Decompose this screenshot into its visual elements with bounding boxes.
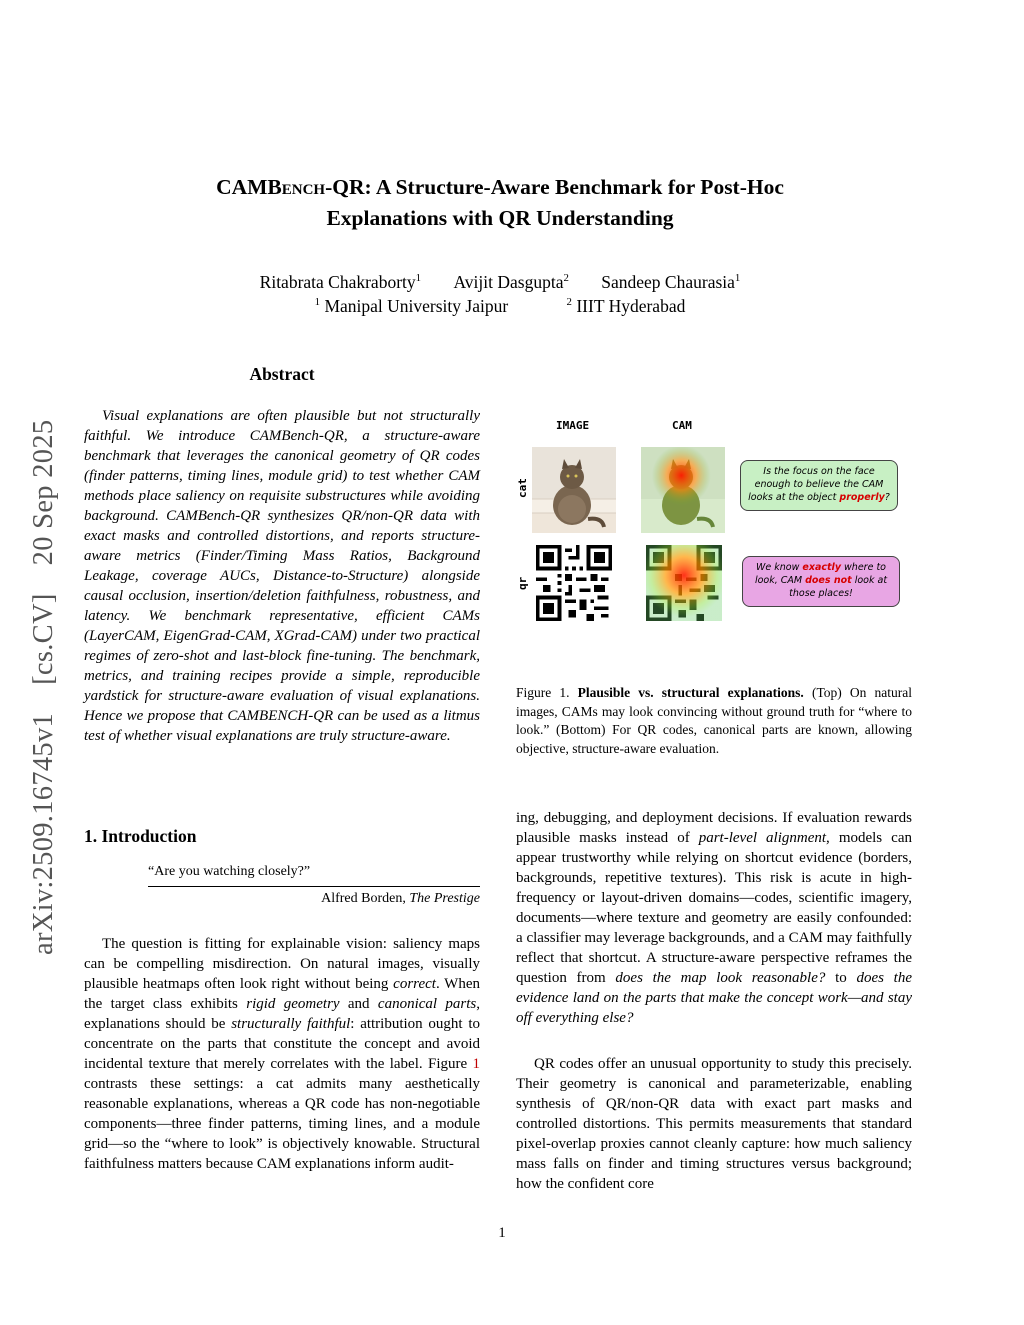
authors-block [100,270,900,318]
qr-image [536,545,612,621]
arxiv-category: [cs.CV] [28,593,59,685]
arxiv-id: arXiv:2509.16745v1 [28,712,59,955]
epigraph-rule [148,886,480,887]
epigraph-attribution: Alfred Borden, The Prestige [321,891,480,906]
figure-col-cam-label: CAM [672,419,692,432]
figure-bubble-qr: We know exactly where to look, CAM does not look at those places! [742,556,900,607]
cat-image [532,447,616,533]
title-prefix: CAMB [216,175,282,199]
figure-col-image-label: IMAGE [556,419,590,432]
figure-row-qr-label: qr [516,576,529,590]
affiliation-1: $^1$ Manipal University Jaipur [314,296,509,316]
intro-paragraph-3: QR codes offer an unusual opportunity to study this precisely. Their geometry is canonical and parameterizable, enabling synthesis of QR/non-QR data with exact part masks and controlled distortions. This permits measurements that standard pixel-overlap proxies cannot cleanly capture: how much saliency mass falls on finder and timing structures versus background; how the confident core [516,1056,912,1192]
cat-cam-image [641,447,725,533]
affiliation-2: $^2$ IIIT Hyderabad [566,296,686,316]
epigraph-quote: “Are you watching closely?” [148,864,311,879]
figure-bubble-cat: Is the focus on the face enough to believe the CAM looks at the object properly? [740,460,898,511]
affiliation-list [100,294,900,318]
author-list [100,270,900,294]
title-smallcaps: ench [281,175,326,199]
abstract-text: Visual explanations are often plausible but not structurally faithful. We introduce CAMBench-QR, a structure-aware benchmark that leverages the canonical geometry of QR codes (finder patterns, timing lines, module grid) to test whether CAM methods place saliency on requisite substructures while avoiding background. CAMBench-QR synthesizes QR/non-QR data with exact masks and controlled distortions, and reports structure-aware metrics (Finder/Timing Mass Ratios, Background Leakage, coverage AUCs, Distance-to-Structure) alongside causal occlusion, insertion/deletion faithfulness, robustness, and latency. We benchmark representative, efficient CAMs (LayerCAM, EigenGrad-CAM, XGrad-CAM) under two practical regimes of zero-shot and last-block fine-tuning. The benchmark, metrics, and training recipes provide a simple, reproducible yardstick for structure-aware evaluation of visual explanations. Hence we propose that CAMBENCH-QR can be used as a litmus test of whether visual explanations are truly structure-aware. [84,408,480,744]
abstract-heading: Abstract [249,364,315,384]
author-1: Ritabrata Chakraborty$^1$ [259,272,422,292]
figure-row-cat-label: cat [516,478,529,498]
arxiv-stamp [28,420,60,955]
figure-caption: Figure 1. Plausible vs. structural explanations. (Top) On natural images, CAMs may look convincing without ground truth for “where to look.” (Bottom) For QR codes, canonical parts are known, allowing objective, structure-aware evaluation. [516,685,912,756]
intro-paragraph-1: The question is fitting for explainable vision: saliency maps can be compelling misdirection. On natural images, visually plausible heatmaps often look right without being correct. When the target class exhibits rigid geometry and canonical parts, explanations should be structurally faithful: attribution ought to concentrate on the parts that constitute the concept and avoid incidental texture that merely correlates with the label. Figure 1 contrasts these settings: a cat admits many aesthetically reasonable explanations, whereas a QR code has non-negotiable components—three finder patterns, timing lines, and a module grid—so the “where to look” is objectively knowable. Structural faithfulness matters because CAM explanations inform audit- [84,936,481,1172]
title-line2: Explanations with QR Understanding [326,206,674,230]
page-number: 1 [498,1225,506,1241]
epigraph [148,864,480,907]
section-heading-introduction: 1. Introduction [84,826,197,846]
intro-paragraph-2: ing, debugging, and deployment decisions. If evaluation rewards plausible masks instead of part-level alignment, models can appear trustworthy while relying on shortcut evidence (borders, backgrounds, repetitive textures). This risk is acute in high-frequency or layout-driven domains—codes, scientific imagery, documents—where texture and geometry are easily confounded: a classifier may leverage backgrounds, and a CAM may faithfully reflect that shortcut. A structure-aware perspective reframes the question from does the map look reasonable? to does the evidence land on the parts that make the concept work—and stay off everything else? [516,810,912,1026]
title-line1-rest: -QR: A Structure-Aware Benchmark for Post-Hoc [325,175,784,199]
arxiv-date: 20 Sep 2025 [28,419,59,566]
author-3: Sandeep Chaurasia$^1$ [601,272,741,292]
qr-cam-image [646,545,722,621]
author-2: Avijit Dasgupta$^2$ [453,272,569,292]
paper-title [100,172,900,234]
figure-ref-link[interactable]: 1 [472,1056,480,1072]
